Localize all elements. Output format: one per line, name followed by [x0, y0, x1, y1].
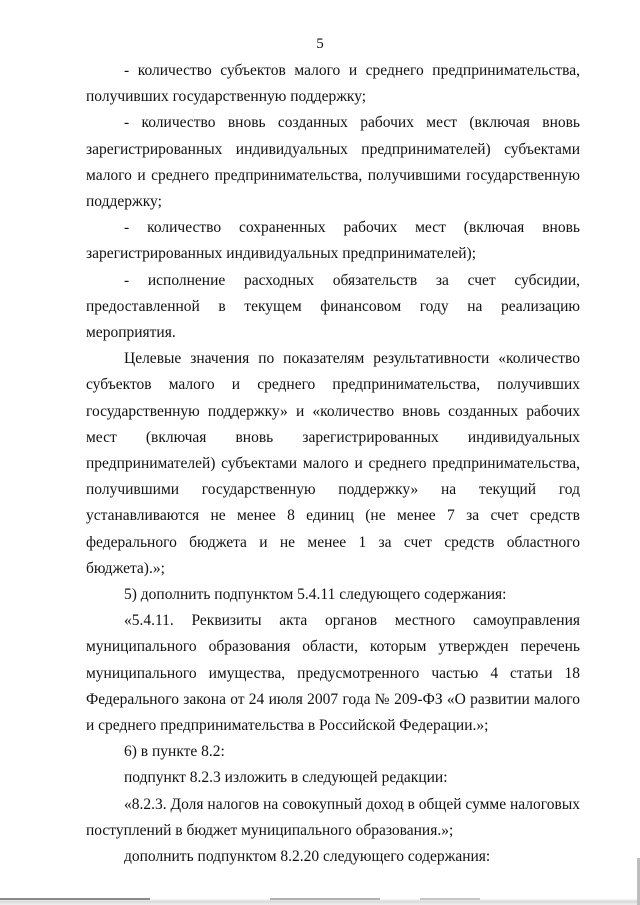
scan-artifact-line	[420, 898, 480, 900]
paragraph-saved-jobs-count: - количество сохраненных рабочих мест (включая вновь зарегистрированных индивидуальных предпринимателей);	[86, 219, 580, 263]
paragraph-subclause-8-2-3-intro: подпункт 8.2.3 изложить в следующей редакции:	[124, 769, 448, 787]
document-body	[86, 58, 580, 870]
paragraph-item-6: 6) в пункте 8.2:	[124, 743, 225, 761]
paragraph-subclause-5-4-11: «5.4.11. Реквизиты акта органов местного самоуправления муниципального образования области, которым утвержден перечень муниципального имущества, предусмотренного частью 4 статьи 18 Федерального закона от 24 июля 2007 года № 209-ФЗ «О развитии малого и среднего предпринимательства в Российской Федерации.»;	[86, 612, 580, 735]
paragraph-target-values: Целевые значения по показателям результативности «количество субъектов малого и среднего предпринимательства, получивших государственную поддержку» и «количество вновь созданных рабочих мест (включая вновь зарегистрированных индивидуальных предпринимателей) субъектами малого и среднего предпринимательства, получившими государственную поддержку» на текущий год устанавливаются не менее 8 единиц (не менее 7 за счет средств федерального бюджета и не менее 1 за счет средств областного бюджета).»;	[86, 350, 580, 577]
page-number: 5	[316, 36, 324, 52]
paragraph-subsidy-execution: - исполнение расходных обязательств за счет субсидии, предоставленной в текущем финансовом году на реализацию мероприятия.	[86, 271, 580, 342]
paragraph-subclause-8-2-20-intro: дополнить подпунктом 8.2.20 следующего содержания:	[124, 848, 491, 866]
paragraph-item-5: 5) дополнить подпунктом 5.4.11 следующего содержания:	[124, 586, 507, 604]
paragraph-new-jobs-count: - количество вновь созданных рабочих мест (включая вновь зарегистрированных индивидуальных предпринимателей) субъектами малого и среднего предпринимательства, получившими государственную поддержку;	[86, 114, 580, 211]
scan-artifact-line	[0, 898, 150, 900]
paragraph-subclause-8-2-3: «8.2.3. Доля налогов на совокупный доход в общей сумме налоговых поступлений в бюджет муниципального образования.»;	[86, 795, 580, 839]
paragraph-subjects-count: - количество субъектов малого и среднего предпринимательства, получивших государственную поддержку;	[86, 62, 580, 106]
scan-artifact-line	[270, 898, 380, 900]
